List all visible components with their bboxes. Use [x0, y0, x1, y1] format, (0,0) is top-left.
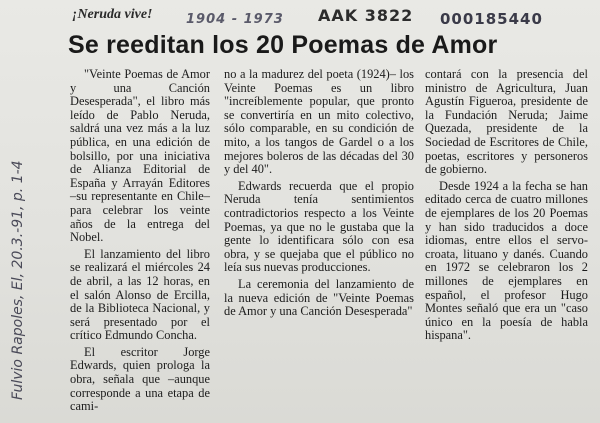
paragraph: no a la madurez del poeta (1924)– los Veinte Poemas es un libro "increíblemente popular, que pronto se convertiría en un mito colectivo, sólo comparable, en su condición de mito, a los tangos de Gardel o a los mejores boleros de las décadas del 30 y del 40".	[224, 67, 414, 177]
article-column-3	[425, 68, 588, 346]
paragraph: contará con la presencia del ministro de Agricultura, Juan Agustín Figueroa, presidente de la Fundación Neruda; Jaime Quezada, presidente de la Sociedad de Escritores de Chile, poetas, escritores y personeros de gobierno.	[425, 67, 588, 177]
paragraph: Edwards recuerda que el propio Neruda tenía sentimientos contradictorios respecto a los Veinte Poemas, ya que no le gustaba que la gente lo identificara sólo con esa obra, y se quejaba que el público no leía sus nuevas producciones.	[224, 178, 414, 275]
paragraph: "Veinte Poemas de Amor y una Canción Desesperada", el libro más leído de Pablo Neruda, saldrá una vez más a la luz pública, en una edición de bolsillo, por una iniciativa de Alianza Editorial de España y Arrayán Editores –su representante en Chile– para celebrar los veinte años de la entrega del Nobel.	[70, 67, 210, 245]
paragraph: Desde 1924 a la fecha se han editado cerca de cuatro millones de ejemplares de los 20 Poemas y han sido traducidos a doce idiomas, entre ellos el servo-croata, lituano y danés. Cuando en 1972 se celebraron los 2 millones de ejemplares en español, el profesor Hugo Montes señaló que era un "caso único en la poesía de habla hispana".	[425, 178, 588, 343]
article-column-1	[70, 68, 210, 417]
headline: Se reeditan los 20 Poemas de Amor	[68, 31, 498, 59]
handwritten-years: 1904 - 1973	[186, 12, 284, 27]
paragraph: El escritor Jorge Edwards, quien prologa la obra, señala que –aunque corresponde a una etapa de cami-	[70, 344, 210, 414]
handwritten-source-note: Fulvio Rapoles, El, 20.3.-91, p. 1-4	[10, 160, 26, 400]
kicker-label: ¡Neruda vive!	[72, 7, 153, 22]
document-id: 000185440	[440, 10, 543, 28]
paragraph: La ceremonia del lanzamiento de la nueva edición de "Veinte Poemas de Amor y una Canción Desesperada"	[224, 276, 414, 319]
paragraph: El lanzamiento del libro se realizará el miércoles 24 de abril, a las 12 horas, en el salón Alonso de Ercilla, de la Biblioteca Nacional, y será presentado por el crítico Edmundo Concha.	[70, 246, 210, 343]
archive-stamp: AAK 3822	[318, 6, 414, 25]
article-column-2	[224, 68, 414, 322]
